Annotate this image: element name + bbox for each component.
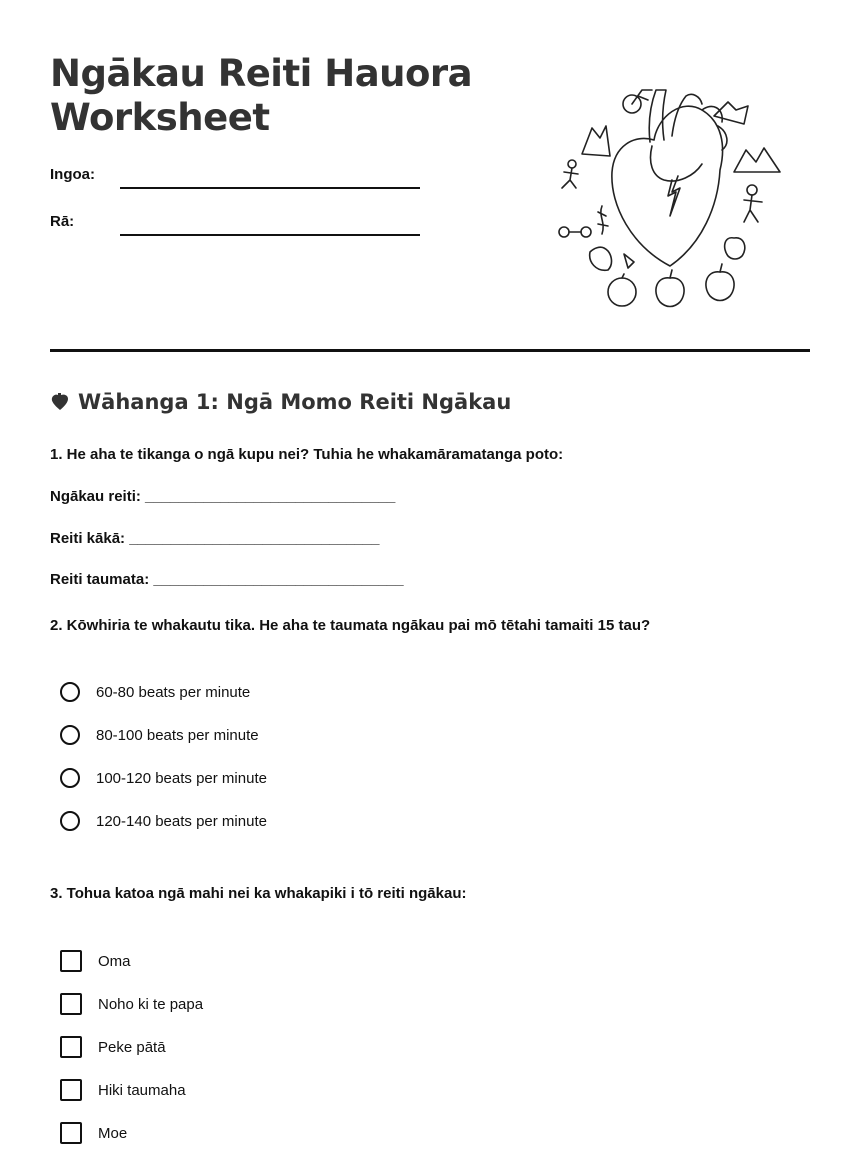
date-underline <box>120 234 420 236</box>
question-2: 2. Kōwhiria te whakautu tika. He aha te taumata ngākau pai mō tētahi tamaiti 15 tau? <box>50 617 651 634</box>
radio-option-label: 60-80 beats per minute <box>96 683 251 701</box>
radio-button[interactable] <box>60 811 80 831</box>
radio-option[interactable] <box>60 768 267 788</box>
section-divider <box>50 349 810 352</box>
checkbox-option-label: Oma <box>98 952 131 970</box>
definition-item-target-rate[interactable]: Reiti taumata: ______________________________ <box>50 571 404 588</box>
radio-option-label: 80-100 beats per minute <box>96 726 259 744</box>
checkbox-option-label: Moe <box>98 1124 128 1142</box>
heart-icon <box>50 392 70 412</box>
worksheet-title <box>50 52 472 140</box>
name-underline <box>120 187 420 189</box>
radio-option-label: 120-140 beats per minute <box>96 812 267 830</box>
question-3: 3. Tohua katoa ngā mahi nei ka whakapiki i tō reiti ngākau: <box>50 885 467 902</box>
definition-item-resting-rate[interactable]: Reiti kākā: ______________________________ <box>50 530 380 547</box>
radio-button[interactable] <box>60 725 80 745</box>
name-label: Ingoa: <box>50 166 95 183</box>
checkbox[interactable] <box>60 1079 82 1101</box>
checkbox[interactable] <box>60 993 82 1015</box>
date-field[interactable] <box>120 211 420 235</box>
date-label: Rā: <box>50 213 75 230</box>
radio-button[interactable] <box>60 768 80 788</box>
radio-option-label: 100-120 beats per minute <box>96 769 267 787</box>
radio-button[interactable] <box>60 682 80 702</box>
checkbox-option[interactable] <box>60 1036 166 1058</box>
checkbox[interactable] <box>60 950 82 972</box>
question-1: 1. He aha te tikanga o ngā kupu nei? Tuhia he whakamāramatanga poto: <box>50 446 564 463</box>
section-1-title <box>50 390 511 414</box>
checkbox-option[interactable] <box>60 950 131 972</box>
checkbox-option[interactable] <box>60 993 203 1015</box>
radio-option[interactable] <box>60 725 259 745</box>
checkbox-option-label: Hiki taumaha <box>98 1081 186 1099</box>
checkbox[interactable] <box>60 1036 82 1058</box>
name-field[interactable] <box>120 164 420 188</box>
checkbox[interactable] <box>60 1122 82 1144</box>
radio-option[interactable] <box>60 811 267 831</box>
title-line-1: Ngākau Reiti Hauora <box>50 52 473 95</box>
checkbox-option[interactable] <box>60 1122 127 1144</box>
checkbox-option-label: Noho ki te papa <box>98 995 204 1013</box>
title-line-2: Worksheet <box>50 96 270 139</box>
radio-option[interactable] <box>60 682 250 702</box>
section-1-title-text: Wāhanga 1: Ngā Momo Reiti Ngākau <box>78 390 512 414</box>
definition-item-heart-rate[interactable]: Ngākau reiti: ______________________________ <box>50 488 396 505</box>
checkbox-option[interactable] <box>60 1079 186 1101</box>
checkbox-option-label: Peke pātā <box>98 1038 166 1056</box>
heart-health-illustration <box>552 76 788 312</box>
